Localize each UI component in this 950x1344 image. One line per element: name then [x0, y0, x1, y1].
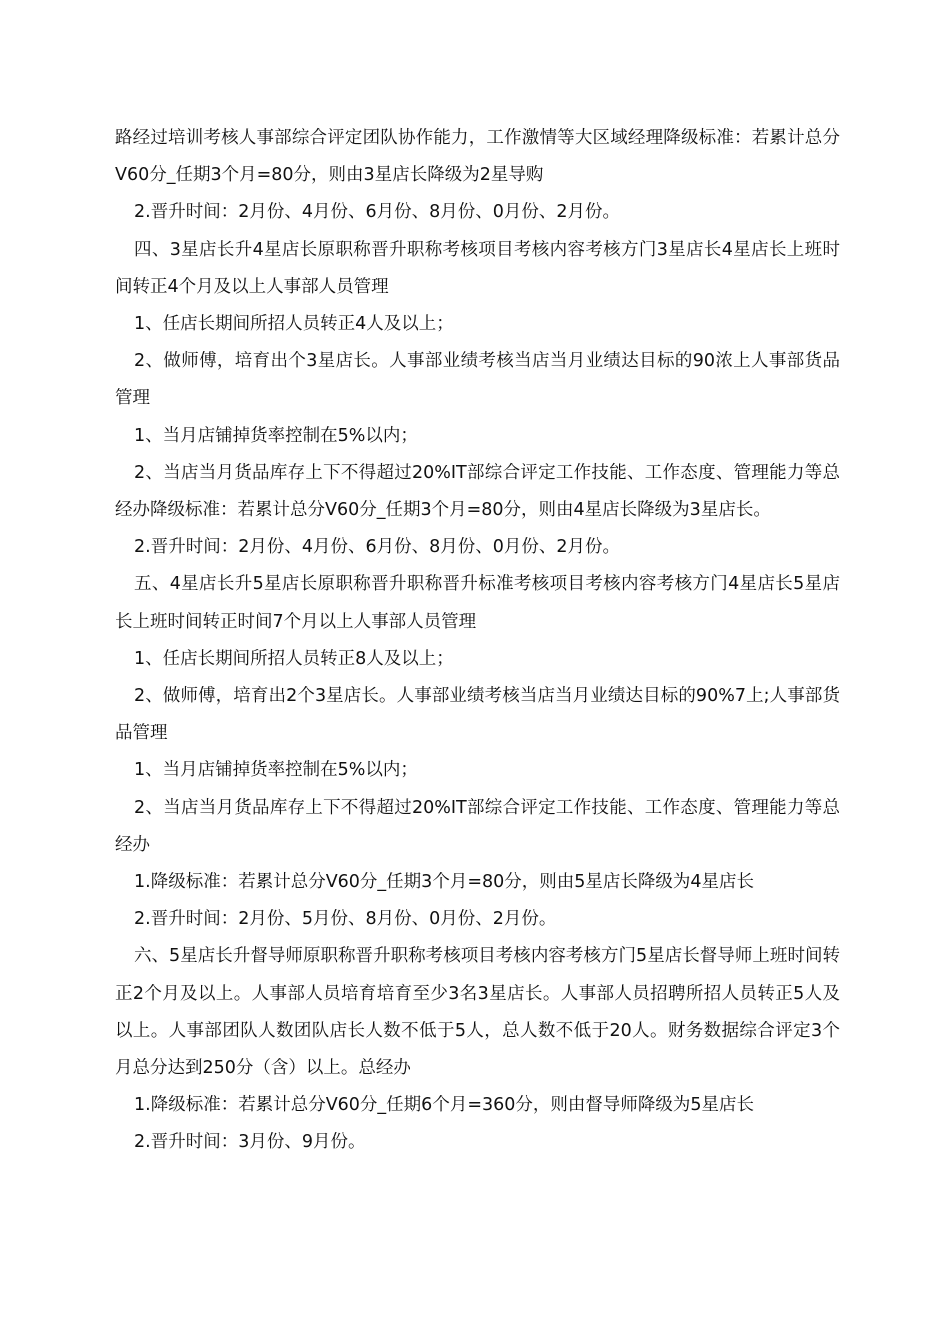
paragraph: 1、当月店铺掉货率控制在5%以内； — [134, 425, 418, 446]
paragraph: 1.降级标准：若累计总分V60分_任期6个月=360分，则由督导师降级为5星店长 — [134, 1095, 755, 1116]
paragraph: 路经过培训考核人事部综合评定团队协作能力，工作激情等大区域经理降级标准：若累计总分V60分_任期3个月=80分，则由3星店长降级为2星导购 — [115, 128, 840, 186]
paragraph: 2、当店当月货品库存上下不得超过20%IT部综合评定工作技能、工作态度、管理能力等总经办 — [115, 797, 840, 855]
paragraph: 1、当月店铺掉货率控制在5%以内； — [134, 760, 418, 781]
section-heading-6: 六、5星店长升督导师原职称晋升职称考核项目考核内容考核方门5星店长督导师上班时间转正2个月及以上。人事部人员培育培育至少3名3星店长。人事部人员招聘所招人员转正5人及以上。人事部团队人数团队店长人数不低于5人，总人数不低于20人。财务数据综合评定3个月总分达到250分（含）以上。总经办 — [115, 946, 840, 1079]
paragraph: 2、当店当月货品库存上下不得超过20%IT部综合评定工作技能、工作态度、管理能力等总经办降级标准：若累计总分V60分_任期3个月=80分，则由4星店长降级为3星店长。 — [115, 462, 840, 521]
paragraph: 2.晋升时间：3月份、9月份。 — [134, 1132, 366, 1153]
paragraph: 2、做师傅，培育出个3星店长。人事部业绩考核当店当月业绩达目标的90浓上人事部货品管理 — [115, 351, 840, 409]
paragraph: 1、任店长期间所招人员转正4人及以上； — [134, 314, 454, 335]
paragraph: 1.降级标准：若累计总分V60分_任期3个月=80分，则由5星店长降级为4星店长 — [134, 872, 755, 893]
paragraph: 1、任店长期间所招人员转正8人及以上； — [134, 648, 454, 669]
section-heading-5: 五、4星店长升5星店长原职称晋升职称晋升标准考核项目考核内容考核方门4星店长5星店长上班时间转正时间7个月以上人事部人员管理 — [115, 574, 840, 632]
paragraph: 2.晋升时间：2月份、4月份、6月份、8月份、0月份、2月份。 — [134, 537, 620, 558]
paragraph: 2、做师傅，培育出2个3星店长。人事部业绩考核当店当月业绩达目标的90%7上;人事部货品管理 — [115, 686, 840, 744]
section-heading-4: 四、3星店长升4星店长原职称晋升职称考核项目考核内容考核方门3星店长4星店长上班时间转正4个月及以上人事部人员管理 — [115, 239, 840, 297]
paragraph: 2.晋升时间：2月份、4月份、6月份、8月份、0月份、2月份。 — [134, 202, 620, 223]
document-body — [115, 120, 840, 1162]
paragraph: 2.晋升时间：2月份、5月份、8月份、0月份、2月份。 — [134, 909, 557, 930]
